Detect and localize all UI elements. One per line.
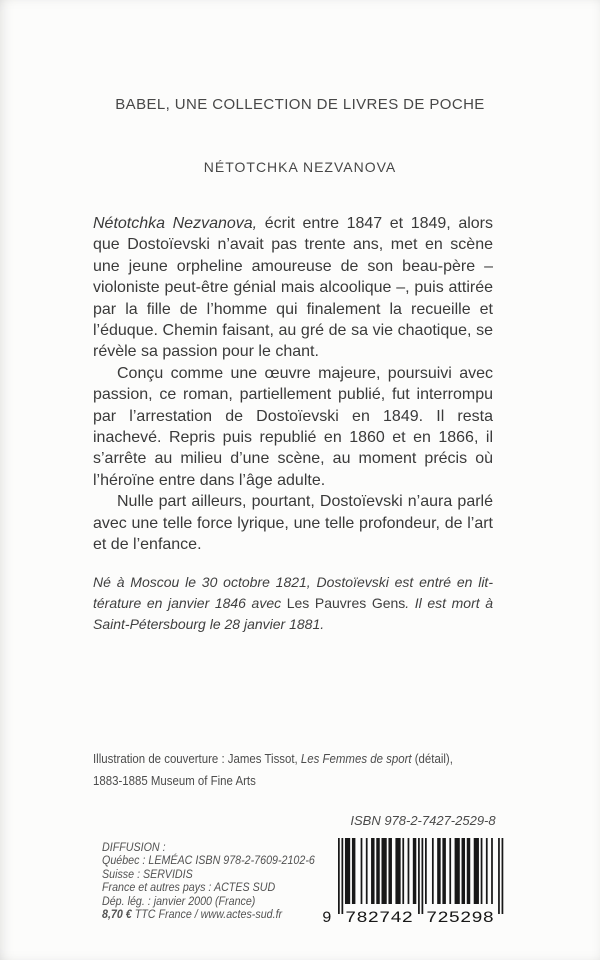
isbn-label: ISBN 978-2-7427-2529-8 [350, 813, 496, 828]
credit-text: Illustration de couverture : James Tissot, [93, 751, 301, 766]
synopsis-paragraph-1 [93, 213, 493, 363]
distribution-line: Québec : LEMÉAC ISBN 978-2-7609-2102-6 [102, 855, 315, 868]
svg-text:9: 9 [322, 909, 332, 927]
price: 8,70 € [102, 909, 132, 922]
svg-text:782742: 782742 [345, 909, 413, 927]
price-suffix: TTC France / www.actes-sud.fr [131, 909, 283, 922]
synopsis-text: écrit entre 1847 et 1849, alors que Dostoïevski n’avait pas trente ans, met en scène une jeune orpheline amoureuse de son beau-père – violoniste peut-être génial mais alcoolique –, puis attirée par la fille de l’homme qui finalement la recueille et l’éduque. Chemin faisant, au gré de sa vie chaotique, se révèle sa passion pour le chant. [93, 215, 493, 361]
inline-book-title: Nétotchka Nezvanova, [93, 215, 258, 232]
distribution-line: Suisse : SERVIDIS [102, 868, 193, 881]
synopsis-paragraph-2: Conçu comme une œuvre majeure, poursuivi avec passion, ce roman, partiellement publié, fut interrompu par l’arrestation de Dostoïevski en 1849. Il resta inachevé. Repris puis republié en 1860 et en 1866, il s’arrête au milieu d’une scène, au moment précis où l’héroïne entre dans l’âge adulte. [93, 364, 493, 489]
cover-illustration-credit [93, 748, 507, 791]
distribution-line: Dép. lég. : janvier 2000 (France) [102, 895, 256, 908]
distribution-line: DIFFUSION : [102, 842, 166, 854]
inline-artwork-title: Les Femmes de sport [300, 751, 412, 766]
svg-text:725298: 725298 [426, 909, 494, 927]
barcode-bars [320, 838, 510, 928]
price-line [102, 909, 344, 922]
book-title: NÉTOTCHKA NEZVANOVA [203, 159, 397, 175]
distribution-line: France et autres pays : ACTES SUD [102, 882, 276, 895]
bio-text: Né à Moscou le 30 octobre 1821, Dostoïevski est entré en littérature en janvier 1846 avec [93, 574, 493, 611]
synopsis-paragraph-3: Nulle part ailleurs, pourtant, Dostoïevski n’aura parlé avec une telle force lyrique, une telle profondeur, de l’art et de l’enfance. [93, 493, 493, 554]
synopsis [93, 213, 493, 556]
collection-header: BABEL, UNE COLLECTION DE LIVRES DE POCHE [115, 96, 485, 113]
author-bio [93, 572, 493, 635]
distribution-block [102, 842, 344, 922]
credit-line-2: 1883-1885 Museum of Fine Arts [93, 772, 256, 788]
bio-text: . Il est mort à Saint-Pétersbourg le 28 janvier 1881. [93, 595, 493, 632]
credit-line-1 [93, 748, 507, 770]
inline-work-title: Les Pauvres Gens [286, 595, 406, 611]
ean-barcode [320, 838, 510, 928]
credit-text: (détail), [411, 751, 453, 766]
